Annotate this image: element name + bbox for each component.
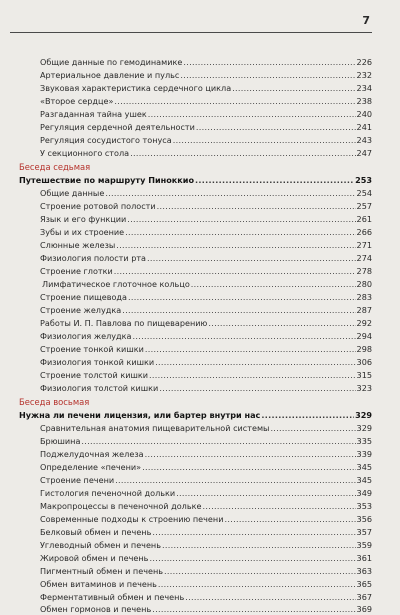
toc-entry-page: 283	[356, 292, 372, 302]
toc-entry[interactable]	[40, 500, 372, 512]
toc-entry-title: Строение толстой кишки	[40, 370, 149, 380]
dot-leader	[176, 487, 355, 499]
toc-chapter-page: 253	[355, 175, 372, 185]
toc-entry-title: Обмен гормонов и печень	[40, 604, 152, 614]
toc-entry[interactable]	[40, 239, 372, 251]
dot-leader	[203, 500, 356, 512]
toc-entry-title: Брюшина	[40, 436, 81, 446]
toc-entry-title: Регуляция сердечной деятельности	[40, 122, 195, 132]
toc-entry-title: Сравнительная анатомия пищеварительной системы	[40, 423, 270, 433]
dot-leader	[122, 304, 355, 316]
toc-entry-page: 266	[356, 227, 372, 237]
toc-entry-title: Общие данные	[40, 188, 105, 198]
toc-entry-page: 294	[356, 331, 372, 341]
toc-entry-title: Разгаданная тайна ушек	[40, 109, 147, 119]
toc-entry[interactable]	[40, 147, 372, 159]
toc-entry-page: 369	[356, 604, 372, 614]
toc-entry-title: Ферментативный обмен и печень	[40, 592, 185, 602]
dot-leader	[127, 213, 355, 225]
toc-entry-page: 287	[356, 305, 372, 315]
dot-leader	[208, 317, 355, 329]
toc-entry-title: Физиология тонкой кишки	[40, 357, 155, 367]
dot-leader	[152, 603, 355, 615]
toc-entry-page: 365	[356, 579, 372, 589]
dot-leader	[128, 291, 356, 303]
toc-entry[interactable]	[40, 539, 372, 551]
toc-entry-title: Физиология толстой кишки	[40, 383, 159, 393]
toc-entry[interactable]	[40, 291, 372, 303]
toc-entry-page: 349	[356, 488, 372, 498]
toc-entry-title: Артериальное давление и пульс	[40, 70, 180, 80]
toc-entry-title: Обмен витаминов и печень	[40, 579, 157, 589]
toc-entry[interactable]	[40, 552, 372, 564]
toc-entry-page: 247	[356, 148, 372, 158]
dot-leader	[115, 474, 355, 486]
toc-entry[interactable]	[40, 317, 372, 329]
dot-leader	[142, 461, 355, 473]
toc-entry-title: Поджелудочная железа	[40, 449, 144, 459]
toc-entry[interactable]	[40, 591, 372, 603]
toc-entry[interactable]	[40, 578, 372, 590]
dot-leader	[147, 252, 356, 264]
toc-entry[interactable]	[40, 69, 372, 81]
dot-leader	[195, 174, 354, 186]
toc-entry-page: 261	[356, 214, 372, 224]
toc-entry-title: Лимфатическое глоточное кольцо	[42, 279, 190, 289]
toc-entry[interactable]	[42, 278, 372, 290]
toc-entry-page: 345	[356, 475, 372, 485]
dot-leader	[133, 330, 356, 342]
toc-entry-title: Строение желудка	[40, 305, 122, 315]
toc-entry[interactable]	[40, 461, 372, 473]
toc-entry-title: Строение пищевода	[40, 292, 127, 302]
toc-entry[interactable]	[40, 108, 372, 120]
toc-entry-page: 226	[356, 57, 372, 67]
toc-entry[interactable]	[40, 603, 372, 615]
toc-entry-title: Регуляция сосудистого тонуса	[40, 135, 172, 145]
toc-entry[interactable]	[40, 187, 372, 199]
toc-entry-page: 357	[356, 527, 372, 537]
dot-leader	[185, 591, 355, 603]
section-heading-8: Беседа восьмая	[19, 397, 90, 407]
toc-entry-title: Углеводный обмен и печень	[40, 540, 161, 550]
toc-entry-title: Физиология полости рта	[40, 253, 147, 263]
toc-entry-title: «Второе сердце»	[40, 96, 114, 106]
dot-leader	[114, 95, 355, 107]
toc-chapter-title: Нужна ли печени лицензия, или бартер внутри нас	[19, 410, 261, 420]
toc-entry-title: Строение глотки	[40, 266, 113, 276]
toc-entry[interactable]	[40, 265, 372, 277]
toc-entry[interactable]	[40, 343, 372, 355]
toc-entry-page: 278	[356, 266, 372, 276]
toc-entry-title: Работы И. П. Павлова по пищеварению	[40, 318, 208, 328]
toc-entry-page: 329	[356, 423, 372, 433]
dot-leader	[183, 56, 355, 68]
dot-leader	[173, 134, 356, 146]
toc-entry[interactable]	[40, 435, 372, 447]
toc-entry[interactable]	[40, 565, 372, 577]
dot-leader	[155, 356, 355, 368]
dot-leader	[196, 121, 356, 133]
dot-leader	[149, 369, 356, 381]
dot-leader	[224, 513, 355, 525]
toc-entry[interactable]	[40, 382, 372, 394]
toc-entry[interactable]	[40, 513, 372, 525]
toc-entry[interactable]	[40, 369, 372, 381]
toc-entry[interactable]	[40, 56, 372, 68]
toc-entry-page: 306	[356, 357, 372, 367]
toc-entry-page: 356	[356, 514, 372, 524]
toc-entry-title: Физиология желудка	[40, 331, 132, 341]
toc-entry[interactable]	[40, 121, 372, 133]
toc-entry[interactable]	[40, 330, 372, 342]
toc-entry-page: 323	[356, 383, 372, 393]
toc-chapter-entry[interactable]	[19, 409, 372, 421]
toc-entry[interactable]	[40, 213, 372, 225]
toc-entry[interactable]	[40, 356, 372, 368]
toc-entry-page: 367	[356, 592, 372, 602]
toc-entry-page: 353	[356, 501, 372, 511]
toc-entry-title: Строение ротовой полости	[40, 201, 156, 211]
dot-leader	[180, 69, 355, 81]
header-rule	[10, 32, 372, 33]
toc-entry[interactable]	[40, 474, 372, 486]
dot-leader	[159, 382, 355, 394]
toc-entry-page: 292	[356, 318, 372, 328]
toc-chapter-page: 329	[355, 410, 372, 420]
toc-entry-page: 232	[356, 70, 372, 80]
toc-entry-title: Строение тонкой кишки	[40, 344, 144, 354]
toc-entry[interactable]	[40, 82, 372, 94]
toc-entry-title: Строение печени	[40, 475, 115, 485]
toc-entry[interactable]	[40, 448, 372, 460]
toc-entry-title: Белковый обмен и печень	[40, 527, 152, 537]
toc-entry-page: 243	[356, 135, 372, 145]
toc-entry-title: Пигментный обмен и печень	[40, 566, 164, 576]
dot-leader	[157, 200, 356, 212]
page-number: 7	[362, 14, 370, 27]
toc-entry-page: 359	[356, 540, 372, 550]
toc-chapter-entry[interactable]	[19, 174, 372, 186]
dot-leader	[232, 82, 355, 94]
toc-entry[interactable]	[40, 95, 372, 107]
dot-leader	[145, 448, 356, 460]
toc-entry-title: Слюнные железы	[40, 240, 116, 250]
toc-entry-page: 345	[356, 462, 372, 472]
toc-entry[interactable]	[40, 422, 372, 434]
toc-entry-page: 240	[356, 109, 372, 119]
dot-leader	[114, 265, 356, 277]
toc-entry-page: 274	[356, 253, 372, 263]
dot-leader	[162, 539, 356, 551]
toc-entry-page: 298	[356, 344, 372, 354]
toc-entry-page: 234	[356, 83, 372, 93]
toc-entry[interactable]	[40, 134, 372, 146]
toc-entry-title: Жировой обмен и печень	[40, 553, 149, 563]
toc-entry-title: У секционного стола	[40, 148, 130, 158]
toc-entry-title: Современные подходы к строению печени	[40, 514, 224, 524]
toc-entry[interactable]	[40, 487, 372, 499]
toc-entry-page: 339	[356, 449, 372, 459]
dot-leader	[125, 226, 355, 238]
toc-entry-title: Звуковая характеристика сердечного цикла	[40, 83, 232, 93]
toc-entry-title: Язык и его функции	[40, 214, 127, 224]
dot-leader	[81, 435, 355, 447]
toc-entry-page: 257	[356, 201, 372, 211]
toc-entry[interactable]	[40, 526, 372, 538]
dot-leader	[130, 147, 355, 159]
toc-entry-page: 254	[356, 188, 372, 198]
dot-leader	[116, 239, 355, 251]
toc-chapter-title: Путешествие по маршруту Пиноккио	[19, 175, 195, 185]
dot-leader	[149, 552, 355, 564]
dot-leader	[152, 526, 355, 538]
toc-entry-page: 280	[356, 279, 372, 289]
toc-entry-page: 363	[356, 566, 372, 576]
dot-leader	[145, 343, 356, 355]
toc-entry-page: 361	[356, 553, 372, 563]
toc-entry-page: 271	[356, 240, 372, 250]
section-heading-7: Беседа седьмая	[19, 162, 91, 172]
toc-entry-page: 315	[356, 370, 372, 380]
toc-entry-title: Гистология печеночной дольки	[40, 488, 176, 498]
dot-leader	[158, 578, 356, 590]
toc-entry-title: Определение «печени»	[40, 462, 142, 472]
dot-leader	[261, 409, 354, 421]
dot-leader	[191, 278, 356, 290]
toc-entry[interactable]	[40, 304, 372, 316]
toc-entry-title: Зубы и их строение	[40, 227, 125, 237]
toc-entry-page: 335	[356, 436, 372, 446]
toc-entry-title: Общие данные по гемодинамике	[40, 57, 183, 67]
dot-leader	[270, 422, 355, 434]
dot-leader	[105, 187, 355, 199]
toc-entry-page: 238	[356, 96, 372, 106]
toc-entry-title: Макропроцессы в печеночной дольке	[40, 501, 202, 511]
toc-entry-page: 241	[356, 122, 372, 132]
toc-entry[interactable]	[40, 226, 372, 238]
toc-entry[interactable]	[40, 200, 372, 212]
dot-leader	[164, 565, 356, 577]
dot-leader	[148, 108, 356, 120]
toc-entry[interactable]	[40, 252, 372, 264]
